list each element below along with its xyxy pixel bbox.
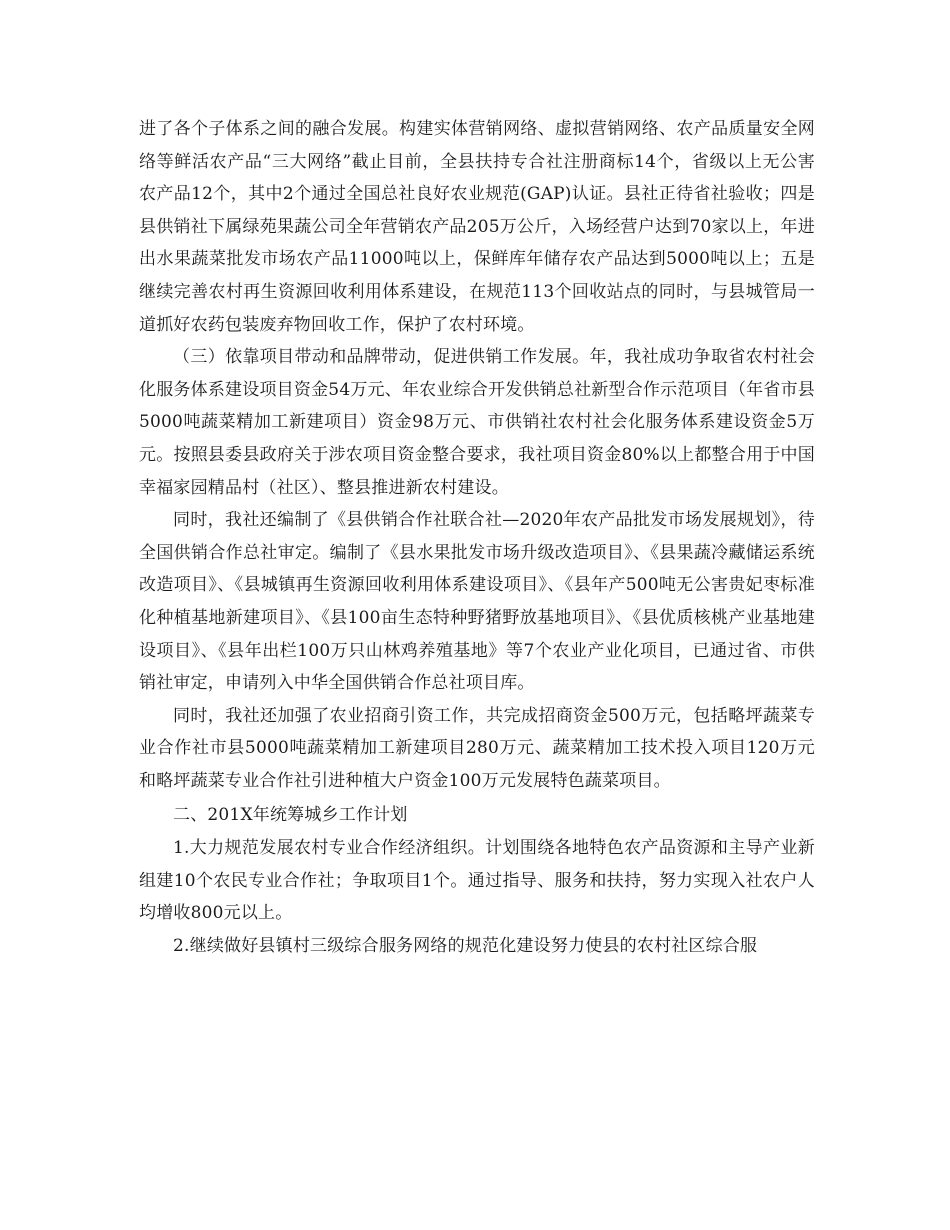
paragraph-1: 进了各个子体系之间的融合发展。构建实体营销网络、虚拟营销网络、农产品质量安全网络等鲜活农产品“三大网络”截止目前，全县扶持专合社注册商标14个，省级以上无公害农产品12个，其中2个通过全国总社良好农业规范(GAP)认证。县社正待省社验收；四是县供销社下属绿苑果蔬公司全年营销农产品205万公斤，入场经营户达到70家以上，年进出水果蔬菜批发市场农产品11000吨以上，保鲜库年储存农产品达到5000吨以上；五是继续完善农村再生资源回收利用体系建设，在规范113个回收站点的同时，与县城管局一道抓好农药包装废弃物回收工作，保护了农村环境。 (139, 119, 815, 335)
paragraph-2: （三）依靠项目带动和品牌带动，促进供销工作发展。年，我社成功争取省农村社会化服务体系建设项目资金54万元、年农业综合开发供销总社新型合作示范项目（年省市县5000吨蔬菜精加工新建项目）资金98万元、市供销社农村社会化服务体系建设资金5万元。按照县委县政府关于涉农项目资金整合要求，我社项目资金80%以上都整合用于中国幸福家园精品村（社区）、整县推进新农村建设。 (139, 347, 815, 498)
document-page (139, 113, 815, 962)
paragraph-6: 2.继续做好县镇村三级综合服务网络的规范化建设努力使县的农村社区综合服 (173, 935, 758, 956)
paragraph-3: 同时，我社还编制了《县供销合作社联合社—2020年农产品批发市场发展规划》，待全国供销合作总社审定。编制了《县水果批发市场升级改造项目》、《县果蔬冷藏储运系统改造项目》、《县城镇再生资源回收利用体系建设项目》、《县年产500吨无公害贵妃枣标准化种植基地新建项目》、《县100亩生态特种野猪野放基地项目》、《县优质核桃产业基地建设项目》、《县年出栏100万只山林鸡养殖基地》等7个农业产业化项目，已通过省、市供销社审定，申请列入中华全国供销合作总社项目库。 (139, 510, 815, 694)
paragraph-4: 同时，我社还加强了农业招商引资工作，共完成招商资金500万元，包括略坪蔬菜专业合作社市县5000吨蔬菜精加工新建项目280万元、蔬菜精加工技术投入项目120万元和略坪蔬菜专业合作社引进种植大户资金100万元发展特色蔬菜项目。 (139, 705, 815, 791)
section-heading: 二、201X年统筹城乡工作计划 (173, 805, 408, 826)
paragraph-5: 1.大力规范发展农村专业合作经济组织。计划围绕各地特色农产品资源和主导产业新组建10个农民专业合作社；争取项目1个。通过指导、服务和扶持，努力实现入社农户人均增收800元以上。 (139, 838, 815, 924)
